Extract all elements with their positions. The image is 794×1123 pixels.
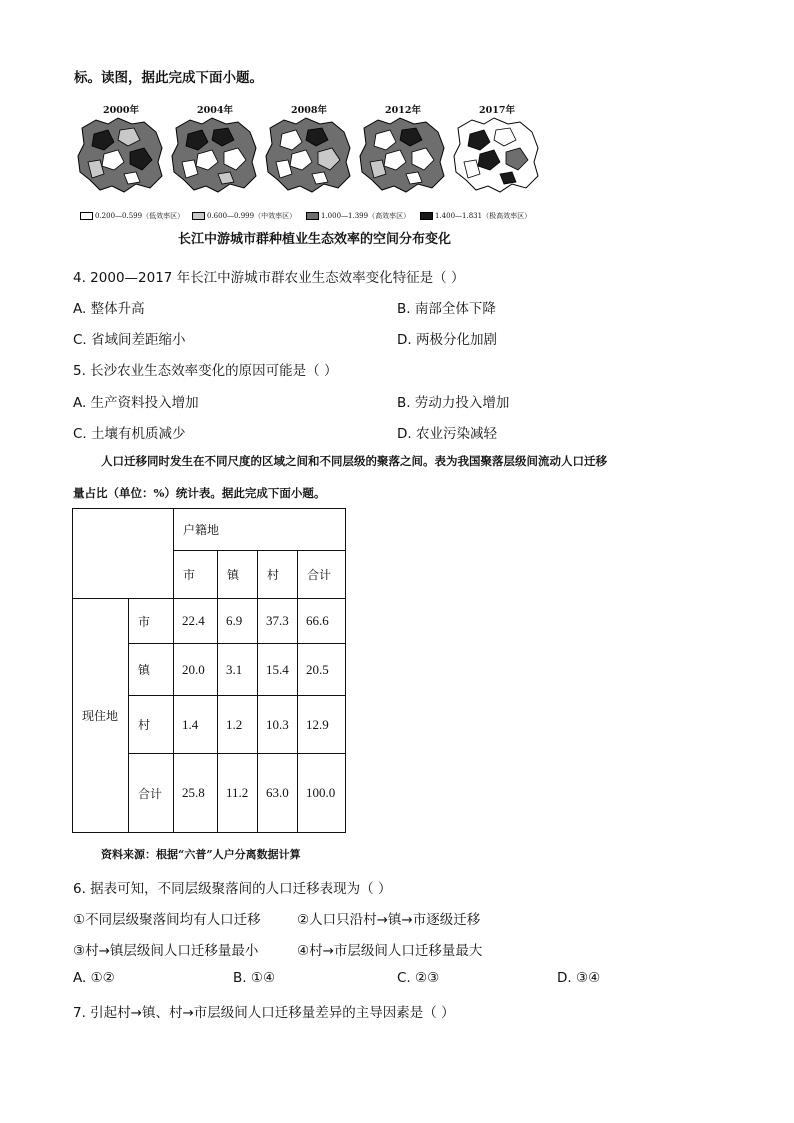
q4-option-a[interactable]: A. 整体升高 xyxy=(73,301,145,317)
col-header: 镇 xyxy=(218,551,258,599)
passage-line-2: 量占比（单位：%）统计表。据此完成下面小题。 xyxy=(73,486,326,500)
table-cell: 15.4 xyxy=(258,644,298,696)
legend-item xyxy=(420,211,531,221)
question-4-stem: 4. 2000—2017 年长江中游城市群农业生态效率变化特征是（ ） xyxy=(73,270,465,286)
figure-caption: 长江中游城市群种植业生态效率的空间分布变化 xyxy=(178,232,452,247)
question-5-stem: 5. 长沙农业生态效率变化的原因可能是（ ） xyxy=(73,363,338,379)
table-cell: 100.0 xyxy=(298,754,346,833)
migration-table xyxy=(72,508,346,833)
question-7-stem: 7. 引起村→镇、村→市层级间人口迁移量差异的主导因素是（ ） xyxy=(73,1005,455,1021)
map-2008-shape xyxy=(262,114,356,198)
legend-item xyxy=(306,211,410,221)
table-cell: 3.1 xyxy=(218,644,258,696)
q5-option-a[interactable]: A. 生产资料投入增加 xyxy=(73,395,199,411)
row-header: 合计 xyxy=(129,754,174,833)
map-year-label: 2017年 xyxy=(479,105,515,116)
table-cell: 63.0 xyxy=(258,754,298,833)
col-header: 合计 xyxy=(298,551,346,599)
map-2012 xyxy=(356,100,450,210)
q4-option-d[interactable]: D. 两极分化加剧 xyxy=(397,332,497,348)
map-legend xyxy=(80,211,550,223)
q6-option-d[interactable]: D. ③④ xyxy=(557,970,601,986)
table-header-row xyxy=(73,509,346,551)
table-source: 资料来源：根据“六普”人户分离数据计算 xyxy=(101,848,301,861)
legend-label: 1.400—1.831（极高效率区） xyxy=(435,212,532,220)
map-2017 xyxy=(450,100,544,210)
q4-option-c[interactable]: C. 省域间差距缩小 xyxy=(73,332,186,348)
table-cell: 6.9 xyxy=(218,599,258,644)
map-2008 xyxy=(262,100,356,210)
table-cell: 1.2 xyxy=(218,696,258,754)
q6-option-b[interactable]: B. ①④ xyxy=(233,970,276,986)
table-cell: 20.0 xyxy=(174,644,218,696)
efficiency-maps-figure xyxy=(74,100,544,225)
col-header: 村 xyxy=(258,551,298,599)
row-group-header: 现住地 xyxy=(73,599,129,833)
q6-option-a[interactable]: A. ①② xyxy=(73,970,115,986)
map-year-label: 2012年 xyxy=(385,105,421,116)
row-header: 镇 xyxy=(129,644,174,696)
table-row xyxy=(73,599,346,644)
map-2000 xyxy=(74,100,168,210)
q5-option-b[interactable]: B. 劳动力投入增加 xyxy=(397,395,510,411)
legend-item xyxy=(192,211,296,221)
legend-label: 0.600—0.999（中效率区） xyxy=(207,212,297,220)
table-cell: 66.6 xyxy=(298,599,346,644)
map-2004 xyxy=(168,100,262,210)
q6-statement-4: ④村→市层级间人口迁移量最大 xyxy=(297,943,483,959)
legend-swatch xyxy=(80,212,93,220)
q6-option-c[interactable]: C. ②③ xyxy=(397,970,440,986)
question-6-stem: 6. 据表可知，不同层级聚落间的人口迁移表现为（ ） xyxy=(73,881,392,897)
q5-option-c[interactable]: C. 土壤有机质减少 xyxy=(73,426,186,442)
table-cell: 37.3 xyxy=(258,599,298,644)
q6-statement-3: ③村→镇层级间人口迁移量最小 xyxy=(73,943,259,959)
table-cell: 1.4 xyxy=(174,696,218,754)
col-header: 市 xyxy=(174,551,218,599)
passage-line-1: 人口迁移同时发生在不同尺度的区域之间和不同层级的聚落之间。表为我国聚落层级间流动人口迁移 xyxy=(101,454,607,468)
row-header: 村 xyxy=(129,696,174,754)
legend-swatch xyxy=(306,212,319,220)
q6-statement-1: ①不同层级聚落间均有人口迁移 xyxy=(73,912,261,928)
q5-option-d[interactable]: D. 农业污染减轻 xyxy=(397,426,497,442)
table-cell: 25.8 xyxy=(174,754,218,833)
table-cell: 12.9 xyxy=(298,696,346,754)
legend-label: 0.200—0.599（低效率区） xyxy=(95,212,185,220)
map-2000-shape xyxy=(74,114,168,198)
legend-swatch xyxy=(192,212,205,220)
map-2012-shape xyxy=(356,114,450,198)
map-2004-shape xyxy=(168,114,262,198)
map-year-label: 2004年 xyxy=(197,105,233,116)
legend-item xyxy=(80,211,184,221)
table-corner-cell xyxy=(73,509,174,599)
map-year-label: 2008年 xyxy=(291,105,327,116)
legend-swatch xyxy=(420,212,433,220)
legend-label: 1.000—1.399（高效率区） xyxy=(321,212,411,220)
intro-text: 标。读图，据此完成下面小题。 xyxy=(74,70,263,86)
col-group-header: 户籍地 xyxy=(174,509,346,551)
row-header: 市 xyxy=(129,599,174,644)
table-cell: 11.2 xyxy=(218,754,258,833)
table-cell: 10.3 xyxy=(258,696,298,754)
q4-option-b[interactable]: B. 南部全体下降 xyxy=(397,301,496,317)
table-cell: 20.5 xyxy=(298,644,346,696)
map-2017-shape xyxy=(450,114,544,198)
q6-statement-2: ②人口只沿村→镇→市逐级迁移 xyxy=(297,912,481,928)
map-year-label: 2000年 xyxy=(103,105,139,116)
table-cell: 22.4 xyxy=(174,599,218,644)
